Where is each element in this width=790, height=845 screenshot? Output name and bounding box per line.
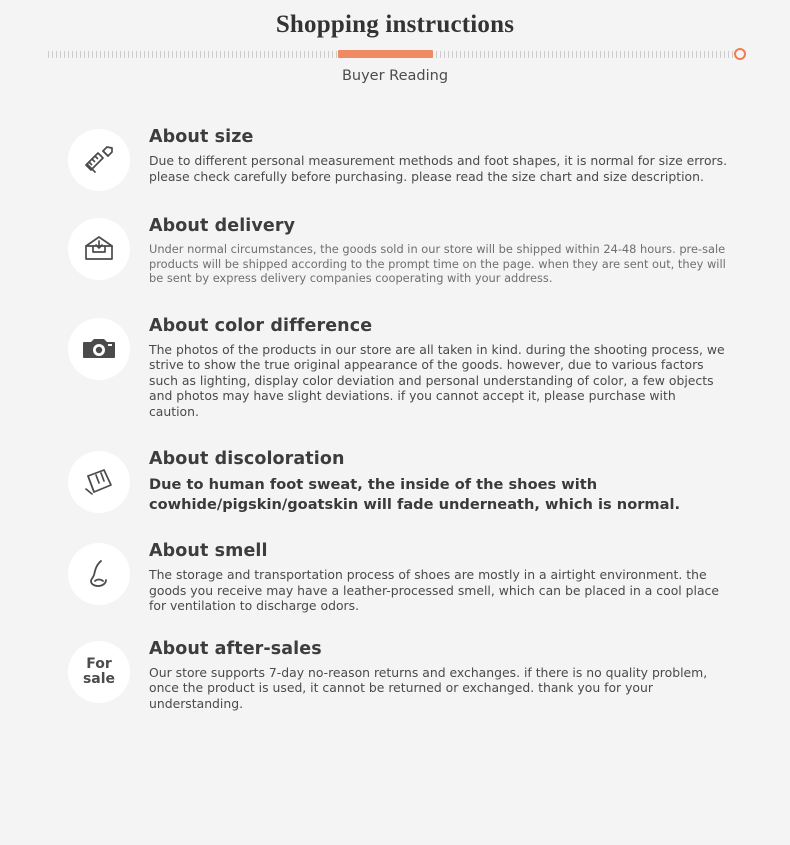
decorative-ruler xyxy=(48,48,742,60)
section-body xyxy=(149,637,729,712)
page-header xyxy=(0,0,790,84)
camera-icon xyxy=(68,318,130,380)
section-about-color-difference xyxy=(0,314,790,420)
for-sale-line-2: sale xyxy=(82,670,116,687)
ruler-knob-icon xyxy=(734,48,746,60)
section-body xyxy=(149,539,729,614)
section-about-discoloration xyxy=(0,447,790,515)
section-text: Our store supports 7-day no-reason returns and exchanges. if there is no quality problem, once the product is used, it cannot be returned or exchanged. thank you for your understanding. xyxy=(149,664,708,711)
section-about-delivery xyxy=(0,214,790,286)
section-body xyxy=(149,314,729,420)
section-text: Under normal circumstances, the goods sold in our store will be shipped within 24-48 hours. pre-sale products will be shipped according to the prompt time on the page. when they are sent out, they will be sent by express delivery companies cooperating with your address. xyxy=(149,242,726,285)
for-sale-text-icon xyxy=(68,641,130,703)
section-title: About discoloration xyxy=(149,449,345,469)
paint-swatch-icon xyxy=(68,451,130,513)
section-body xyxy=(149,214,729,286)
open-box-icon xyxy=(68,218,130,280)
section-title: About smell xyxy=(149,541,268,561)
for-sale-line-1: For xyxy=(86,655,112,672)
section-title: About color difference xyxy=(149,315,373,336)
section-about-size xyxy=(0,125,790,191)
section-about-smell xyxy=(0,539,790,614)
section-text: Due to human foot sweat, the inside of the shoes with cowhide/pigskin/goatskin will fade underneath, which is normal. xyxy=(149,476,681,513)
section-text: The storage and transportation process of shoes are mostly in a airtight environment. the goods you receive may have a leather-processed smell, which can be placed in a cool place for ventilation to discharge odors. xyxy=(149,567,719,613)
section-text: The photos of the products in our store are all taken in kind. during the shooting process, we strive to show the true original appearance of the goods. however, due to various factors such as lighting, display color deviation and personal understanding of color, a few objects and photos may have slight deviations. if you cannot accept it, please purchase with caution. xyxy=(149,341,725,419)
section-text: Due to different personal measurement methods and foot shapes, it is normal for size errors. please check carefully before purchasing. please read the size chart and size description. xyxy=(149,153,728,184)
section-title: About delivery xyxy=(149,216,296,236)
section-title: About size xyxy=(149,127,254,147)
section-title: About after-sales xyxy=(149,638,322,659)
page-subtitle: Buyer Reading xyxy=(341,68,449,84)
section-body xyxy=(149,125,729,184)
instruction-sections xyxy=(0,125,790,721)
page-title: Shopping instructions xyxy=(275,11,515,38)
section-about-after-sales xyxy=(0,637,790,712)
ruler-pencil-icon xyxy=(68,129,130,191)
nose-smell-icon xyxy=(68,543,130,605)
section-body xyxy=(149,447,729,515)
ruler-accent-bar xyxy=(338,50,433,58)
